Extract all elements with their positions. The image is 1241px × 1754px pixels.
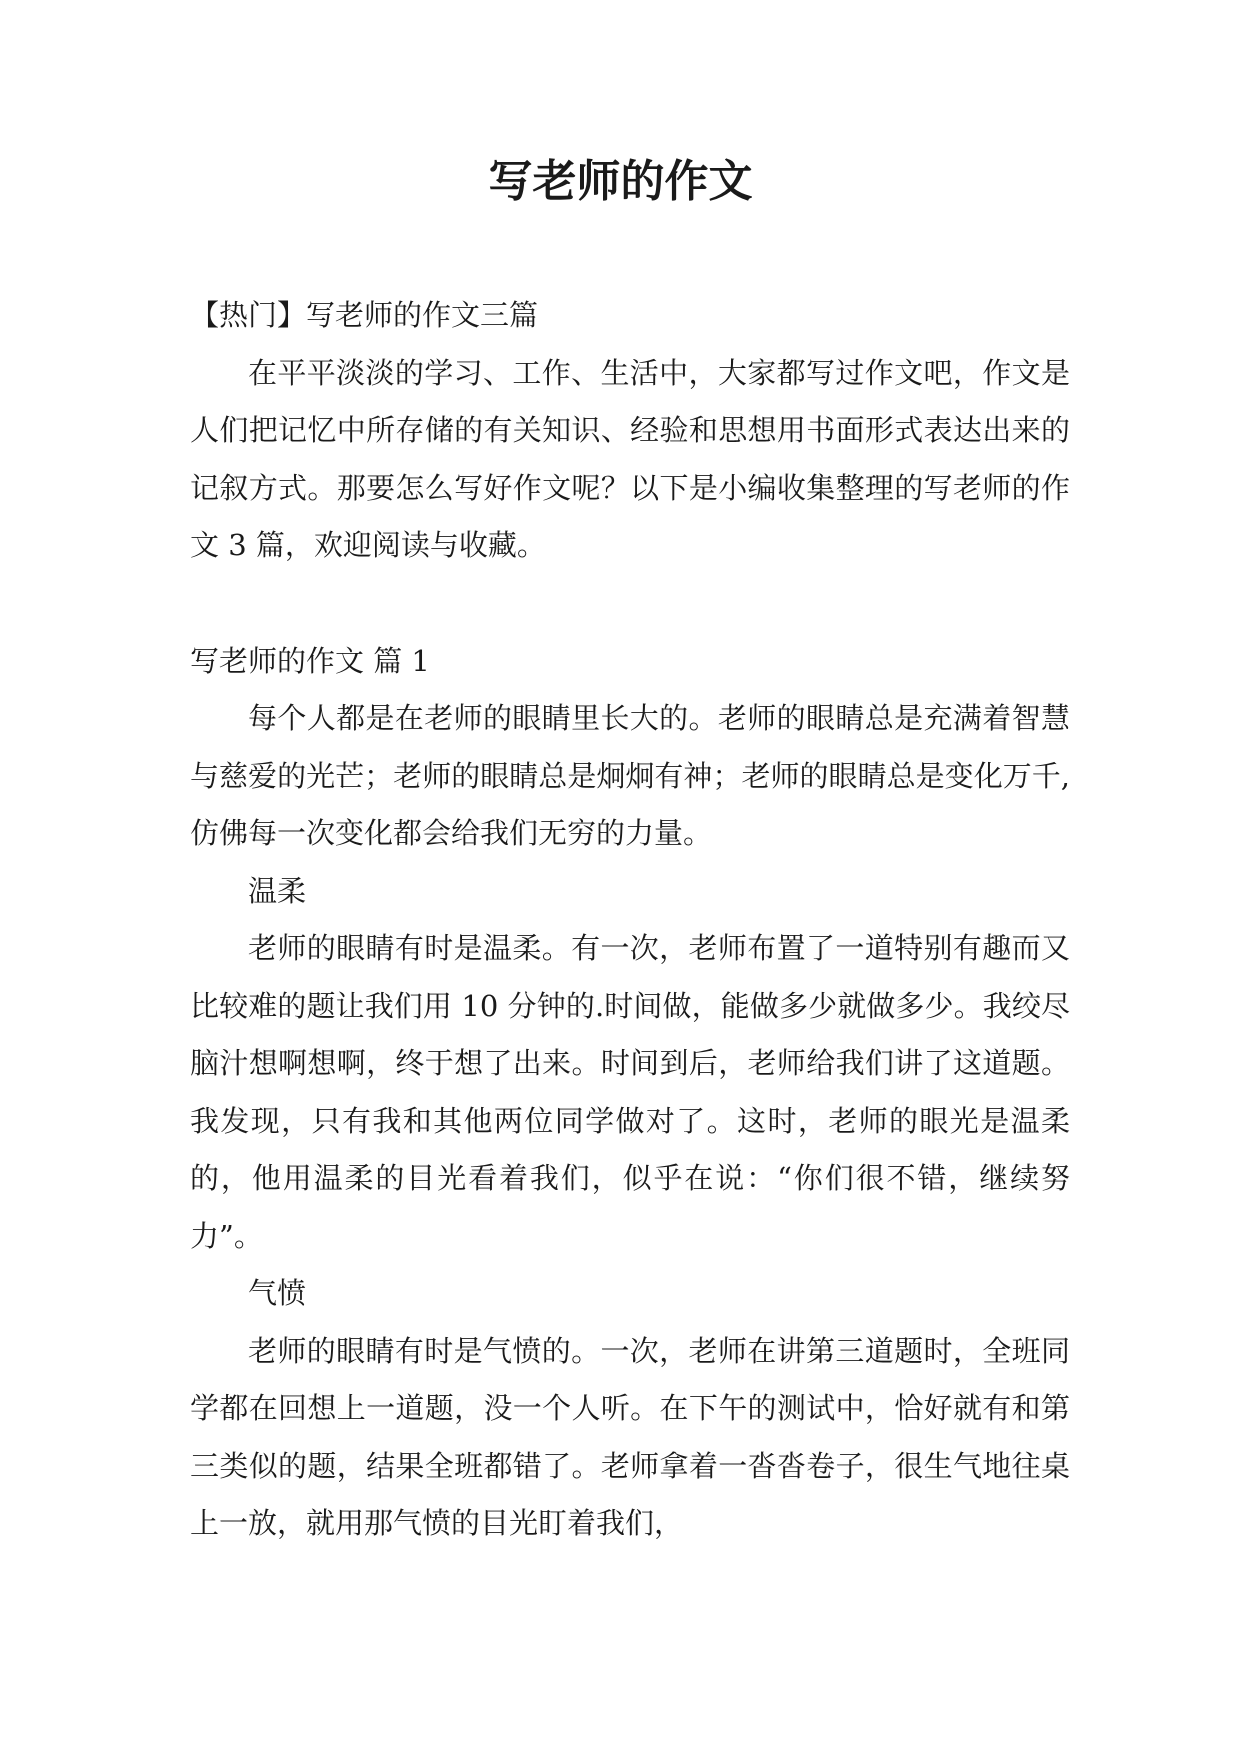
body-paragraph: 老师的眼睛有时是温柔。有一次，老师布置了一道特别有趣而又比较难的题让我们用 10 分钟的.时间做，能做多少就做多少。我绞尽脑汁想啊想啊，终于想了出来。时间到后，老师给我们讲了这道题。我发现，只有我和其他两位同学做对了。这时，老师的眼光是温柔的，他用温柔的目光看着我们，似乎在说：“你们很不错，继续努力”。 <box>190 931 1070 1253</box>
document-title: 写老师的作文 <box>488 156 753 207</box>
body-paragraph: 每个人都是在老师的眼睛里长大的。老师的眼睛总是充满着智慧与慈爱的光芒；老师的眼睛总是炯炯有神；老师的眼睛总是变化万千,仿佛每一次变化都会给我们无穷的力量。 <box>190 701 1070 850</box>
subheading-gentle: 温柔 <box>248 873 307 908</box>
body-paragraph: 老师的眼睛有时是气愤的。一次，老师在讲第三道题时，全班同学都在回想上一道题，没一个人听。在下午的测试中，恰好就有和第三类似的题，结果全班都错了。老师拿着一沓沓卷子，很生气地往桌上一放，就用那气愤的目光盯着我们， <box>190 1333 1070 1540</box>
intro-paragraph: 在平平淡淡的学习、工作、生活中，大家都写过作文吧，作文是人们把记忆中所存储的有关知识、经验和思想用书面形式表达出来的记叙方式。那要怎么写好作文呢？以下是小编收集整理的写老师的作文 3 篇，欢迎阅读与收藏。 <box>190 355 1070 562</box>
section-spacer <box>190 575 1070 633</box>
document-subtitle: 【热门】写老师的作文三篇 <box>190 298 539 332</box>
subheading-angry: 气愤 <box>248 1276 307 1310</box>
document-body <box>190 287 1070 1553</box>
section-heading: 写老师的作文 篇 1 <box>190 643 430 678</box>
